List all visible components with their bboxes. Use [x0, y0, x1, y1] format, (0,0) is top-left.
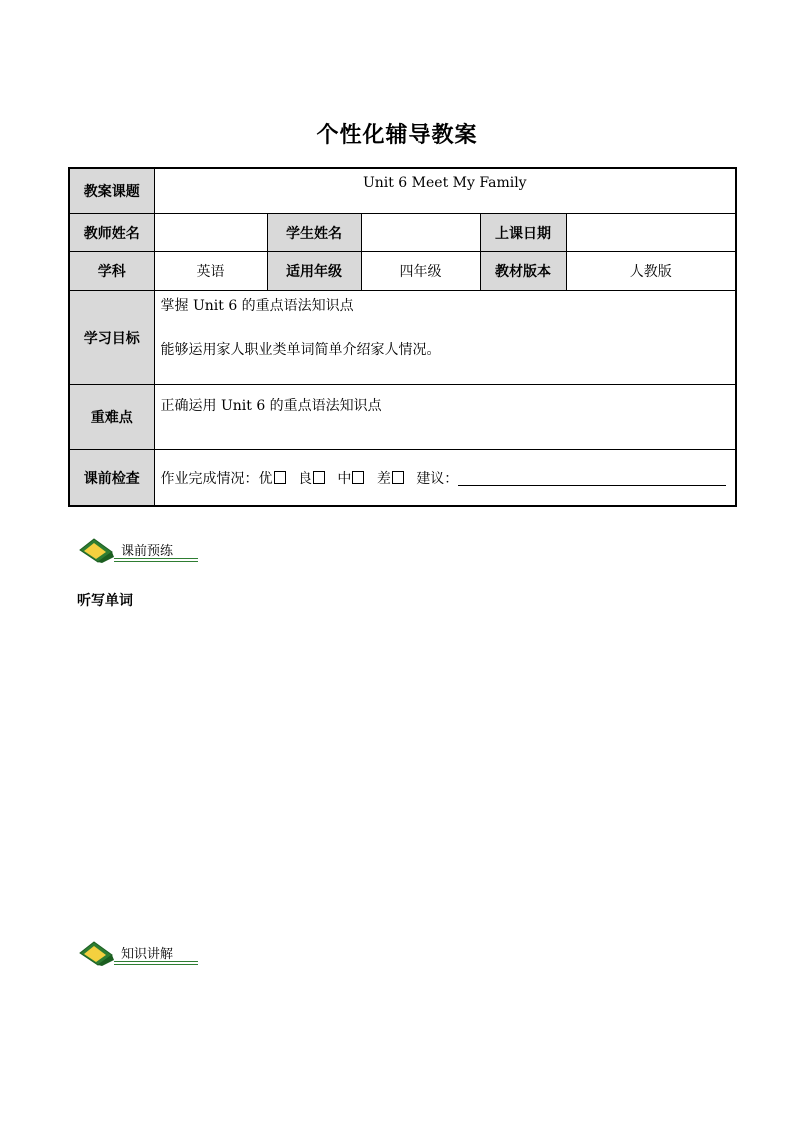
check-prefix: 作业完成情况：	[160, 470, 259, 487]
opt-medium-label: 中	[337, 470, 352, 487]
teacher-value[interactable]	[154, 214, 267, 252]
opt-poor-label: 差	[376, 470, 391, 487]
medium-checkbox[interactable]	[352, 471, 364, 484]
section-preview-title: 课前预练	[121, 544, 174, 559]
check-label: 课前检查	[69, 450, 154, 507]
suggest-input[interactable]	[458, 471, 726, 486]
edition-label: 教材版本	[480, 252, 566, 291]
dictation-heading: 听写单词	[77, 593, 133, 609]
goal-line-1: 掌握 Unit 6 的重点语法知识点	[160, 298, 354, 314]
student-label: 学生姓名	[267, 214, 361, 252]
edition-value[interactable]: 人教版	[566, 252, 736, 291]
goal-label: 学习目标	[69, 291, 154, 385]
suggest-label: 建议：	[416, 470, 459, 487]
homework-check	[154, 450, 736, 507]
grade-value[interactable]: 四年级	[361, 252, 480, 291]
section-preview	[78, 536, 198, 564]
opt-good-label: 良	[297, 470, 312, 487]
topic-value[interactable]: Unit 6 Meet My Family	[154, 168, 736, 214]
goal-value[interactable]	[154, 291, 736, 385]
section-knowledge-title: 知识讲解	[121, 947, 174, 962]
good-checkbox[interactable]	[313, 471, 325, 484]
lesson-plan-table	[68, 167, 737, 507]
teacher-label: 教师姓名	[69, 214, 154, 252]
goal-line-2: 能够运用家人职业类单词简单介绍家人情况。	[160, 342, 441, 358]
difficulty-value[interactable]: 正确运用 Unit 6 的重点语法知识点	[154, 385, 736, 450]
opt-excellent-label: 优	[258, 470, 273, 487]
excellent-checkbox[interactable]	[274, 471, 286, 484]
subject-value[interactable]: 英语	[154, 252, 267, 291]
poor-checkbox[interactable]	[392, 471, 404, 484]
subject-label: 学科	[69, 252, 154, 291]
student-value[interactable]	[361, 214, 480, 252]
topic-label: 教案课题	[69, 168, 154, 214]
date-value[interactable]	[566, 214, 736, 252]
pencil-icon	[78, 939, 118, 967]
grade-label: 适用年级	[267, 252, 361, 291]
section-knowledge	[78, 939, 198, 967]
page-title: 个性化辅导教案	[316, 123, 478, 148]
pencil-icon	[78, 536, 118, 564]
difficulty-label: 重难点	[69, 385, 154, 450]
date-label: 上课日期	[480, 214, 566, 252]
